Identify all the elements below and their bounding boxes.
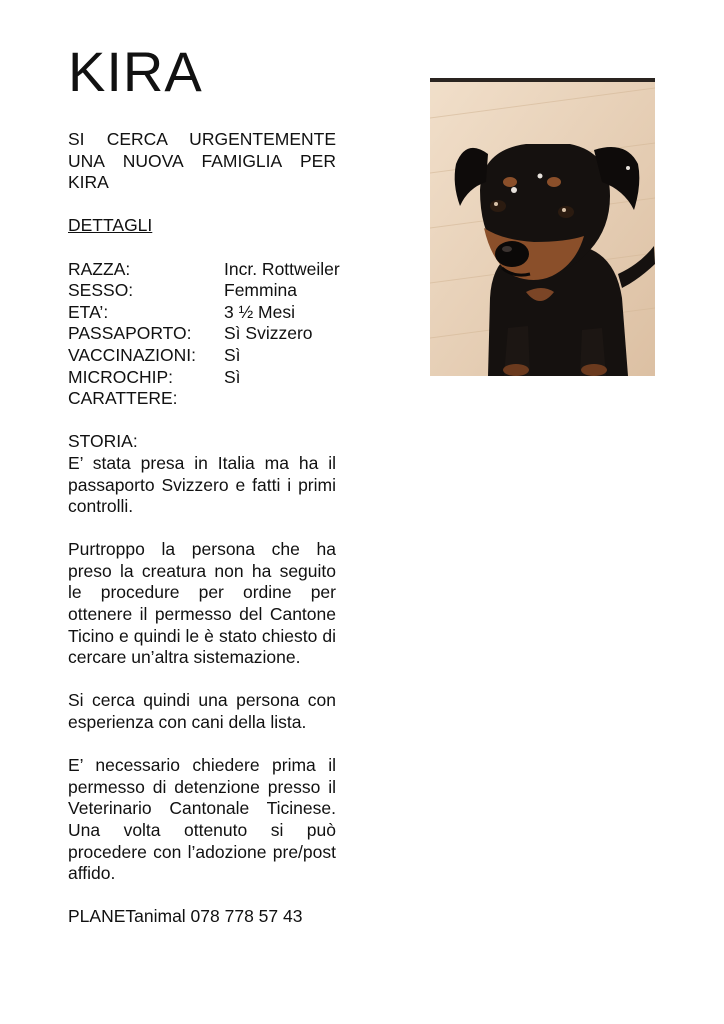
detail-row-eta — [68, 302, 336, 324]
detail-label: MICROCHIP: — [68, 366, 173, 387]
detail-label: CARATTERE: — [68, 388, 178, 409]
detail-row-vaccinazioni — [68, 345, 336, 367]
page-title: KIRA — [68, 40, 203, 103]
detail-value: Sì — [224, 344, 241, 365]
detail-value: Sì — [224, 366, 241, 387]
detail-row-sesso — [68, 280, 336, 302]
detail-row-razza — [68, 258, 340, 281]
headline: SI CERCA URGENTEMENTE UNA NUOVA FAMIGLIA PER KIRA — [68, 129, 336, 193]
details-heading: DETTAGLI — [68, 215, 153, 236]
detail-label: VACCINAZIONI: — [68, 344, 197, 365]
story-paragraph: Purtroppo la persona che ha preso la creatura non ha seguito le procedure per ordine per ottenere il permesso del Cantone Ticino e quindi le è stato chiesto di cercare un’altra sistemazione. — [68, 539, 336, 668]
detail-value: Sì Svizzero — [224, 323, 313, 344]
story-paragraph: E’ necessario chiedere prima il permesso di detenzione presso il Veterinario Cantonale Ticinese. Una volta ottenuto si può procedere con l’adozione pre/post affido. — [68, 755, 336, 884]
flyer-text-column — [68, 129, 340, 928]
dog-photo — [430, 78, 655, 376]
details-list — [68, 258, 340, 410]
detail-value: 3 ½ Mesi — [224, 301, 295, 322]
dog-nose — [495, 241, 529, 267]
contact-line: PLANETanimal 078 778 57 43 — [68, 906, 303, 927]
story-paragraph: E’ stata presa in Italia ma ha il passaporto Svizzero e fatti i primi controlli. — [68, 452, 336, 517]
story-paragraph: Si cerca quindi una persona con esperienza con cani della lista. — [68, 690, 336, 733]
detail-label: SESSO: — [68, 280, 134, 301]
detail-row-passaporto — [68, 323, 336, 345]
dog-eye-right — [558, 206, 574, 218]
detail-value: Femmina — [224, 280, 297, 301]
detail-label: RAZZA: — [68, 258, 131, 279]
story-heading: STORIA: — [68, 431, 138, 452]
detail-label: PASSAPORTO: — [68, 323, 192, 344]
detail-row-microchip — [68, 367, 336, 389]
detail-row-carattere — [68, 388, 336, 410]
detail-label: ETA’: — [68, 301, 109, 322]
detail-value: Incr. Rottweiler — [224, 258, 340, 279]
dog-eye-left — [490, 200, 506, 212]
